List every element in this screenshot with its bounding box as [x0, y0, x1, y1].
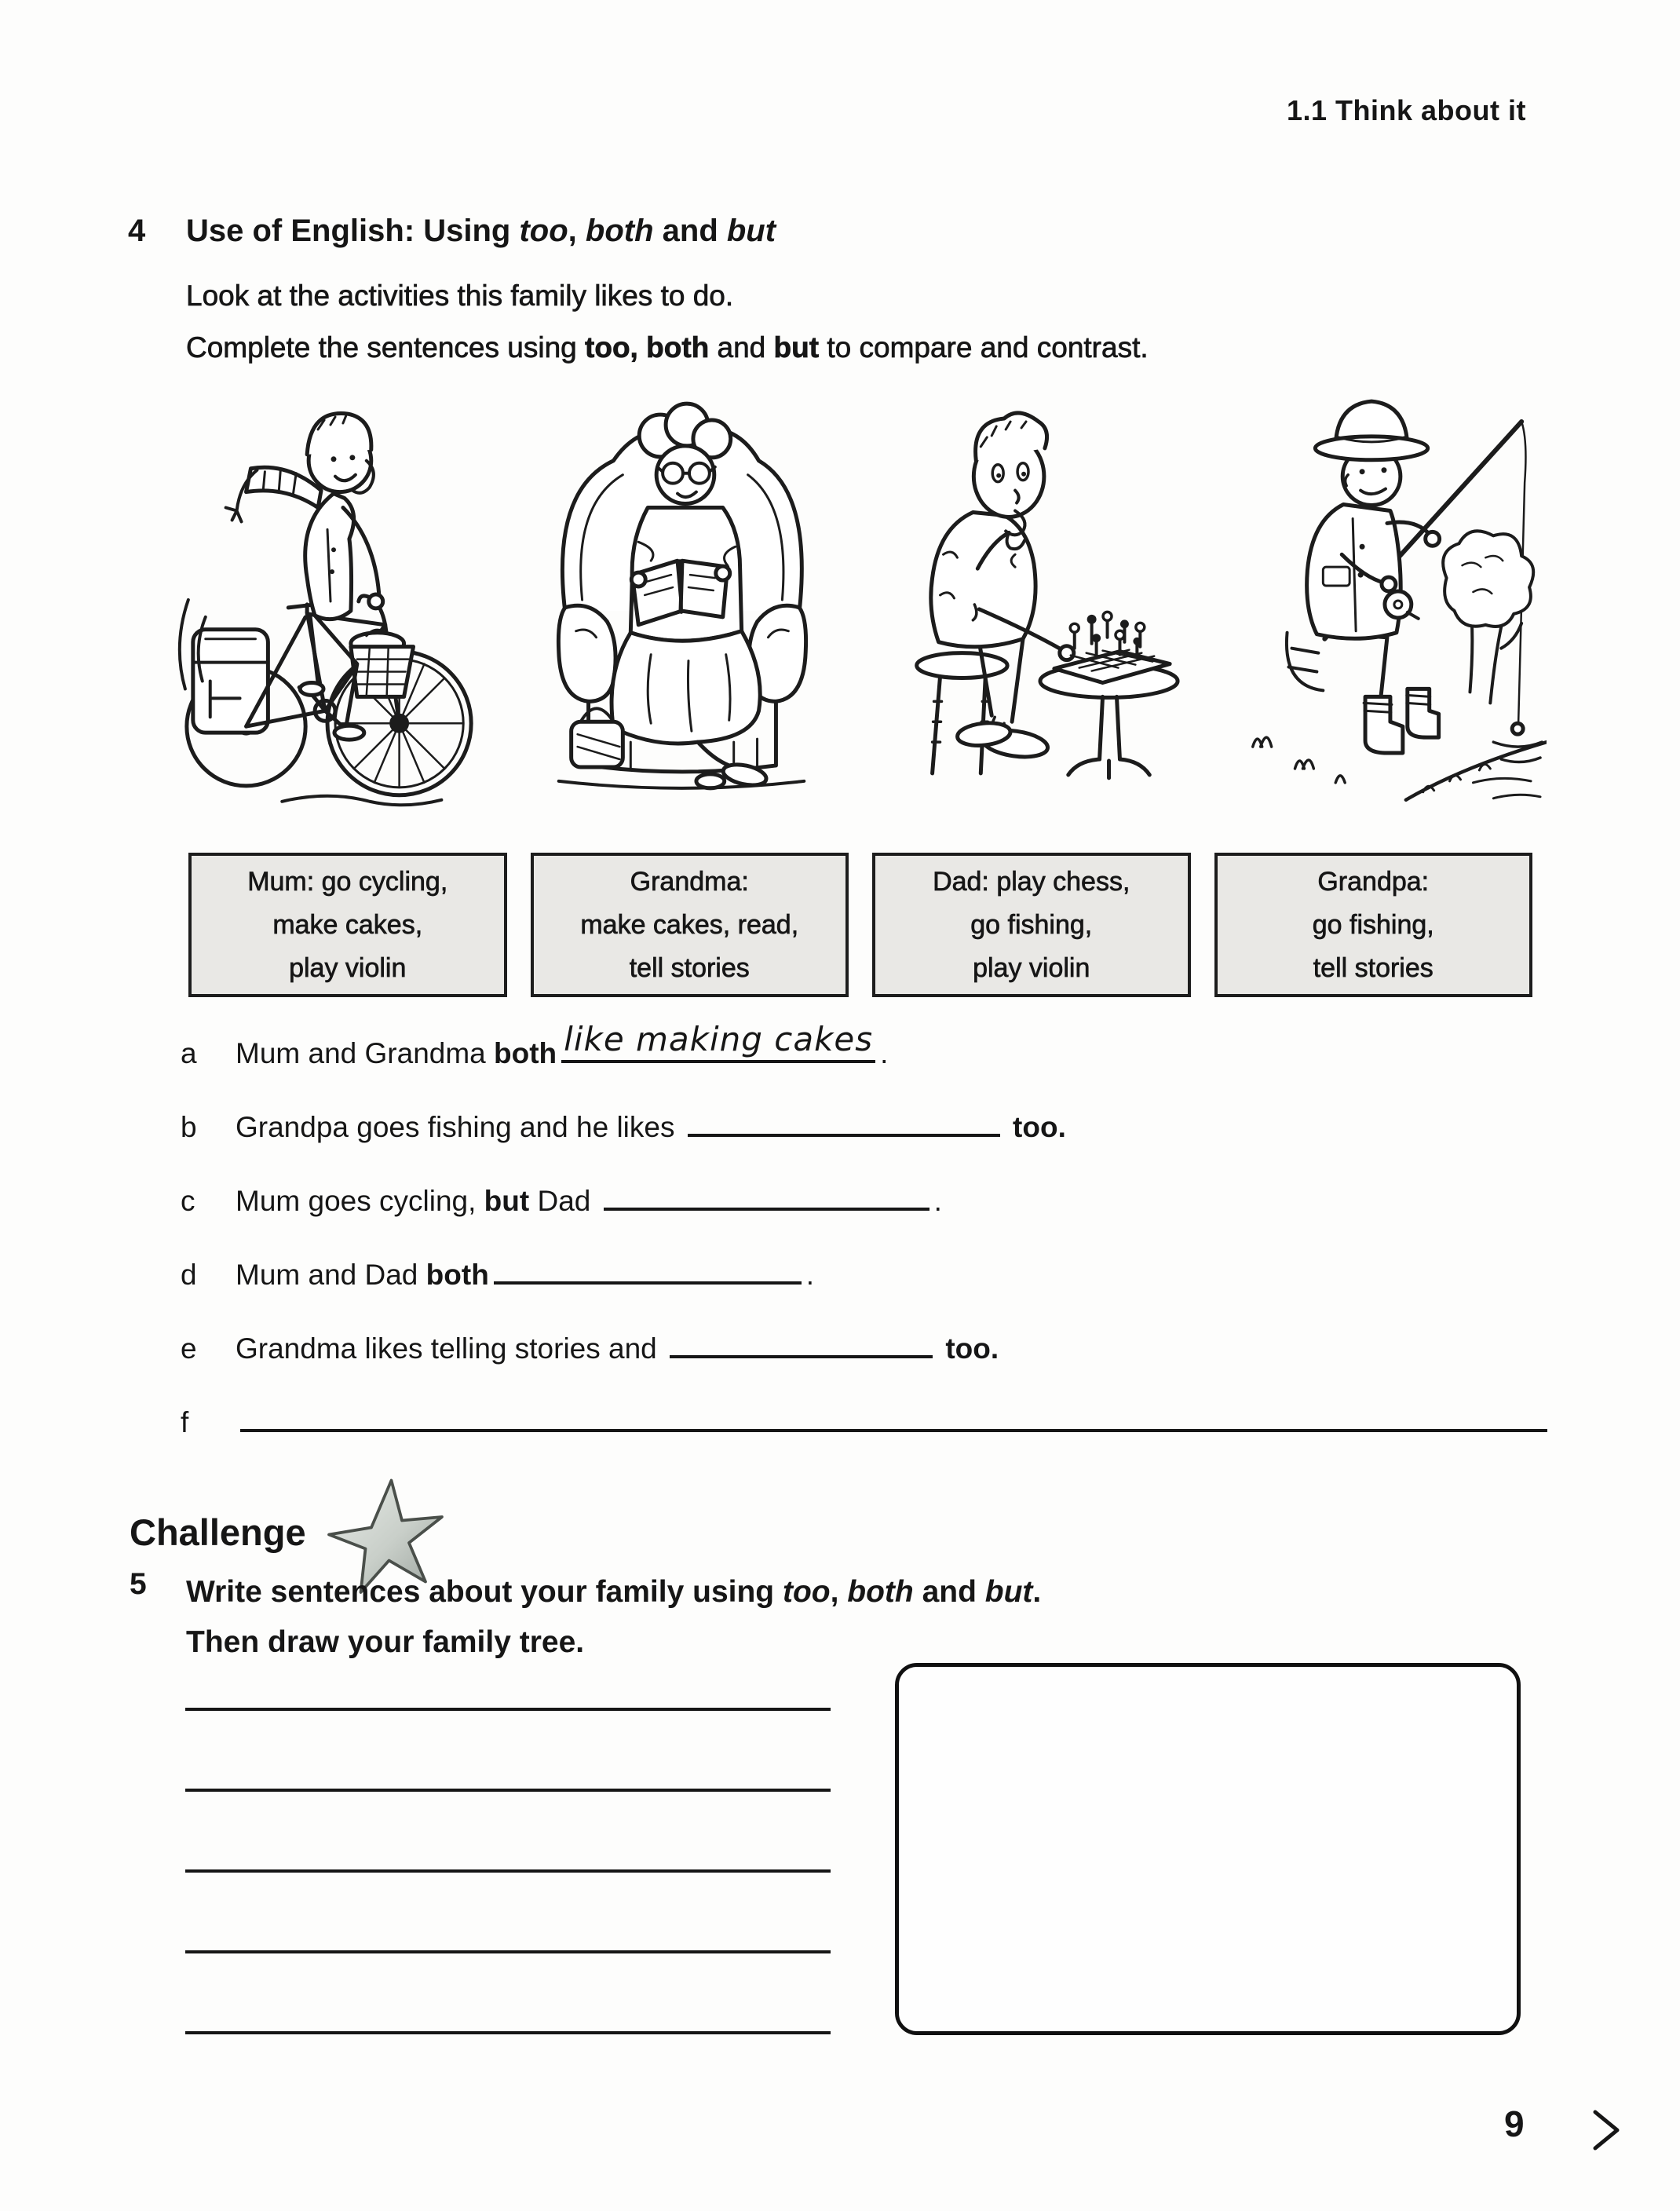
- next-page-chevron-icon[interactable]: [1589, 2107, 1625, 2153]
- mum-activities-box: Mum: go cycling, make cakes, play violin: [188, 853, 507, 997]
- mum-cycling-illustration: [165, 367, 501, 817]
- item-d-answer-blank[interactable]: [494, 1255, 802, 1285]
- item-e-label: e: [181, 1332, 197, 1365]
- instruction-line-1: Look at the activities this family likes to do.: [186, 280, 734, 312]
- instruction-line-2: Complete the sentences using too, both and but to compare and contrast.: [186, 331, 1149, 364]
- item-a-answer-blank[interactable]: [561, 1020, 875, 1063]
- writing-line-1[interactable]: [185, 1630, 831, 1711]
- item-a: a Mum and Grandma both like making cakes .: [181, 1020, 889, 1069]
- writing-line-4[interactable]: [185, 1873, 831, 1953]
- family-activity-boxes: [188, 853, 1532, 997]
- writing-line-3[interactable]: [185, 1792, 831, 1873]
- item-b-answer-blank[interactable]: [688, 1107, 1000, 1137]
- item-d-label: d: [181, 1259, 197, 1291]
- exercise4-title: Use of English: Using too, both and but: [186, 214, 776, 248]
- exercise4-number: 4: [128, 214, 146, 248]
- family-tree-drawing-box[interactable]: [895, 1663, 1521, 2035]
- challenge-title: Challenge: [130, 1511, 306, 1553]
- item-e: e Grandma likes telling stories and too.: [181, 1328, 1617, 1363]
- unit-header: 1.1 Think about it: [1286, 94, 1526, 126]
- grandma-activities-box: Grandma: make cakes, read, tell stories: [531, 853, 849, 997]
- item-b-label: b: [181, 1111, 197, 1143]
- exercise5-line-2: Then draw your family tree.: [186, 1625, 585, 1659]
- family-illustrations: [165, 363, 1547, 817]
- grandma-reading-illustration: [513, 367, 849, 817]
- grandpa-activities-box: Grandpa: go fishing, tell stories: [1214, 853, 1533, 997]
- exercise4-instructions: [186, 270, 1568, 374]
- exercise5-line-1: Write sentences about your family using too, both and but.: [186, 1575, 1042, 1609]
- item-f: [181, 1402, 1617, 1437]
- item-e-answer-blank[interactable]: [670, 1328, 933, 1358]
- item-d: d Mum and Dad both .: [181, 1255, 1617, 1289]
- item-a-handwritten-answer: like making cakes: [564, 1020, 874, 1058]
- item-c-answer-blank[interactable]: [604, 1181, 929, 1211]
- writing-line-2[interactable]: [185, 1711, 831, 1792]
- dad-activities-box: Dad: play chess, go fishing, play violin: [872, 853, 1191, 997]
- exercise4-items: [181, 1020, 1617, 1476]
- writing-lines: [185, 1630, 831, 2034]
- item-a-label: a: [181, 1037, 197, 1069]
- grandpa-fishing-illustration: [1211, 367, 1547, 817]
- item-c: c Mum goes cycling, but Dad .: [181, 1181, 1617, 1215]
- item-f-label: f: [181, 1406, 189, 1438]
- dad-playing-chess-illustration: [862, 367, 1198, 817]
- item-c-label: c: [181, 1185, 195, 1217]
- writing-line-5[interactable]: [185, 1953, 831, 2034]
- page-number: 9: [1504, 2103, 1525, 2144]
- exercise5-number: 5: [130, 1567, 147, 1601]
- item-b: b Grandpa goes fishing and he likes too.: [181, 1107, 1617, 1142]
- item-f-answer-blank[interactable]: [240, 1402, 1547, 1432]
